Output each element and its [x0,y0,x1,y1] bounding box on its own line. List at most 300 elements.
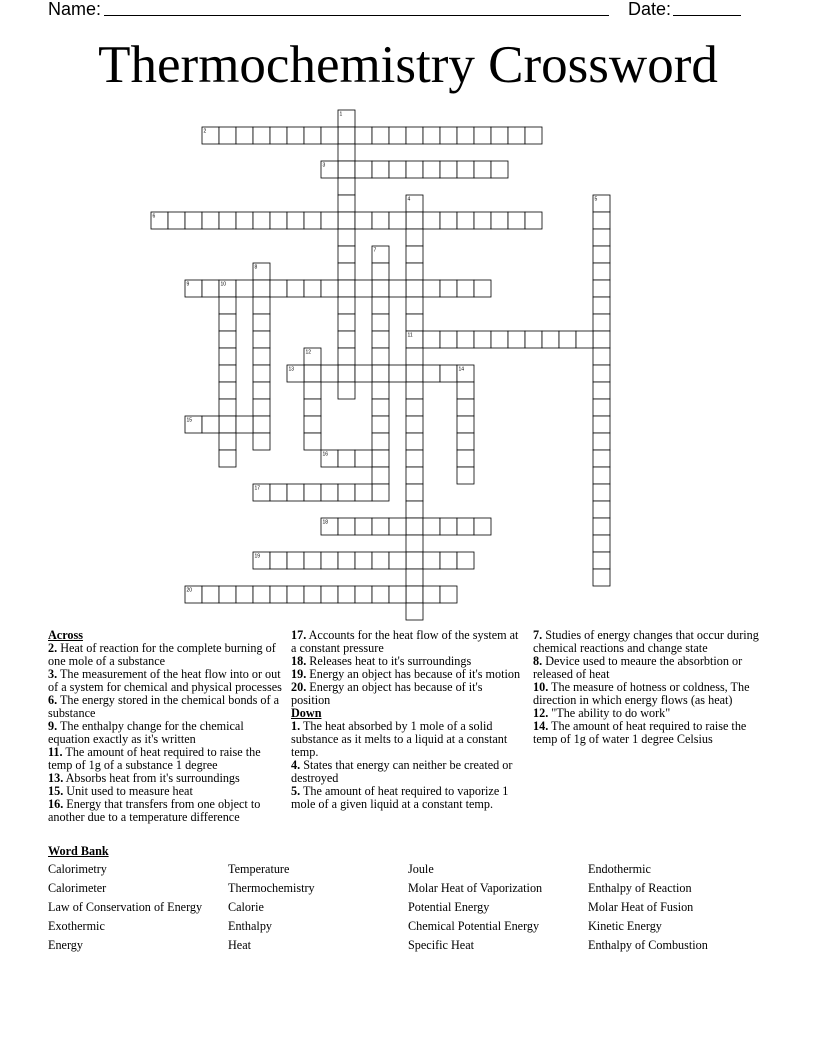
crossword-cell[interactable] [338,161,355,178]
name-label: Name: [48,0,102,19]
crossword-cell[interactable] [406,484,423,501]
word-bank-item: Endothermic [588,862,651,876]
clue-number: 7. [533,628,543,642]
crossword-cell[interactable] [338,178,355,195]
crossword-cell[interactable] [423,212,440,229]
word-bank-item: Kinetic Energy [588,919,662,933]
page-title: Thermochemistry Crossword [98,36,718,94]
crossword-cell[interactable] [423,365,440,382]
crossword-cell[interactable] [372,314,389,331]
word-bank-item: Chemical Potential Energy [408,919,540,933]
clue-number: 15. [48,784,64,798]
crossword-cell[interactable] [474,518,491,535]
crossword-cell[interactable] [457,450,474,467]
clue-number: 14. [533,719,549,733]
crossword-cell[interactable] [389,552,406,569]
crossword-cell[interactable] [457,127,474,144]
crossword-cell[interactable] [525,212,542,229]
crossword-cell[interactable] [457,467,474,484]
crossword-cell[interactable] [304,484,321,501]
crossword-cell[interactable] [593,382,610,399]
clue-number: 10. [533,680,549,694]
crossword-cell[interactable] [304,433,321,450]
crossword-cell[interactable] [457,399,474,416]
crossword-cell[interactable] [423,518,440,535]
crossword-cell[interactable] [253,212,270,229]
crossword-cell[interactable] [202,280,219,297]
crossword-cell[interactable] [525,127,542,144]
crossword-cell[interactable] [338,263,355,280]
crossword-cell[interactable] [372,348,389,365]
clue-number-18: 18 [322,519,329,526]
clue-item [291,681,523,707]
crossword-cell[interactable] [440,518,457,535]
crossword-cell[interactable] [593,501,610,518]
crossword-cell[interactable] [355,552,372,569]
clue-number-10: 10 [220,281,227,288]
clue-number: 4. [291,758,301,772]
crossword-cell[interactable] [491,127,508,144]
clue-number: 13. [48,771,64,785]
clue-text: Heat of reaction for the complete burning of one mole of a substance [48,641,276,668]
crossword-cell[interactable] [457,331,474,348]
clue-item [48,668,288,694]
crossword-cell[interactable] [406,229,423,246]
crossword-cell[interactable] [406,161,423,178]
clues-column-3 [533,629,773,746]
crossword-cell[interactable] [389,280,406,297]
crossword-cell[interactable] [440,365,457,382]
crossword-cell[interactable] [406,450,423,467]
clue-item [533,681,773,707]
crossword-cell[interactable] [202,416,219,433]
crossword-cell[interactable] [406,586,423,603]
crossword-cell[interactable] [593,518,610,535]
crossword-cell[interactable] [491,212,508,229]
crossword-cell[interactable] [508,212,525,229]
clue-number-5: 5 [594,196,598,203]
clue-item [48,694,288,720]
crossword-cell[interactable] [525,331,542,348]
crossword-cell[interactable] [372,331,389,348]
crossword-cell[interactable] [389,518,406,535]
crossword-cell[interactable] [593,552,610,569]
crossword-cell[interactable] [219,297,236,314]
crossword-cell[interactable] [423,161,440,178]
word-bank-item: Calorie [228,900,264,914]
crossword-cell[interactable] [593,331,610,348]
crossword-cell[interactable] [338,229,355,246]
crossword-cell[interactable] [372,263,389,280]
crossword-cell[interactable] [372,552,389,569]
crossword-cell[interactable] [321,212,338,229]
clue-number: 19. [291,667,307,681]
crossword-cell[interactable] [219,399,236,416]
crossword-cell[interactable] [593,246,610,263]
crossword-cell[interactable] [219,450,236,467]
crossword-cell[interactable] [304,280,321,297]
crossword-cell[interactable] [457,433,474,450]
crossword-cell[interactable] [423,586,440,603]
clue-text: The enthalpy change for the chemical equation exactly as it's written [48,719,244,746]
clue-item [48,746,288,772]
crossword-cell[interactable] [593,416,610,433]
crossword-cell[interactable] [168,212,185,229]
crossword-cell[interactable] [593,365,610,382]
clue-text: Energy that transfers from one object to another due to a temperature difference [48,797,261,824]
crossword-cell[interactable] [253,365,270,382]
crossword-cell[interactable] [338,246,355,263]
crossword-cell[interactable] [372,127,389,144]
crossword-cell[interactable] [338,280,355,297]
crossword-cell[interactable] [389,586,406,603]
crossword-cell[interactable] [406,297,423,314]
crossword-cell[interactable] [389,365,406,382]
crossword-cell[interactable] [253,348,270,365]
crossword-cell[interactable] [287,212,304,229]
clue-text: The measure of hotness or coldness, The direction in which energy flows (as heat) [533,680,750,707]
crossword-cell[interactable] [304,586,321,603]
clue-number: 11. [48,745,63,759]
crossword-cell[interactable] [338,518,355,535]
crossword-cell[interactable] [202,212,219,229]
crossword-cell[interactable] [236,280,253,297]
crossword-cell[interactable] [593,314,610,331]
crossword-cell[interactable] [593,450,610,467]
crossword-cell[interactable] [406,416,423,433]
crossword-cell[interactable] [355,127,372,144]
crossword-cell[interactable] [372,450,389,467]
crossword-cell[interactable] [406,280,423,297]
crossword-cell[interactable] [270,586,287,603]
crossword-cell[interactable] [219,314,236,331]
crossword-cell[interactable] [253,127,270,144]
crossword-cell[interactable] [593,280,610,297]
crossword-cell[interactable] [287,484,304,501]
across-heading: Across [48,628,83,642]
word-bank-title: Word Bank [48,844,109,858]
crossword-cell[interactable] [304,382,321,399]
date-label: Date: [628,0,672,19]
crossword-cell[interactable] [372,484,389,501]
crossword-cell[interactable] [593,569,610,586]
crossword-cell[interactable] [270,127,287,144]
crossword-cell[interactable] [270,280,287,297]
crossword-cell[interactable] [219,586,236,603]
crossword-cell[interactable] [423,280,440,297]
crossword-cell[interactable] [304,212,321,229]
crossword-cell[interactable] [474,212,491,229]
word-bank-item: Molar Heat of Fusion [588,900,694,914]
crossword-cell[interactable] [253,433,270,450]
crossword-cell[interactable] [372,297,389,314]
crossword-cell[interactable] [457,161,474,178]
crossword-cell[interactable] [253,416,270,433]
crossword-cell[interactable] [202,586,219,603]
crossword-cell[interactable] [219,365,236,382]
crossword-cell[interactable] [542,331,559,348]
clue-item [291,629,523,655]
crossword-cell[interactable] [304,552,321,569]
crossword-cell[interactable] [338,382,355,399]
crossword-cell[interactable] [406,399,423,416]
clue-number-7: 7 [373,247,377,254]
crossword-cell[interactable] [372,586,389,603]
crossword-cell[interactable] [423,127,440,144]
clue-item [48,642,288,668]
crossword-cell[interactable] [593,467,610,484]
word-bank-item: Calorimeter [48,881,107,895]
crossword-cell[interactable] [270,552,287,569]
crossword-cell[interactable] [406,535,423,552]
crossword-cell[interactable] [236,212,253,229]
clue-number-2: 2 [203,128,207,135]
crossword-cell[interactable] [372,280,389,297]
crossword-cell[interactable] [593,484,610,501]
crossword-cell[interactable] [372,416,389,433]
clue-text: States that energy can neither be created or destroyed [291,758,513,785]
clue-item [291,759,523,785]
clue-text: The amount of heat required to raise the temp of 1g of water 1 degree Celsius [533,719,747,746]
clue-number-16: 16 [322,451,329,458]
crossword-cell[interactable] [406,365,423,382]
crossword-cell[interactable] [440,280,457,297]
crossword-cell[interactable] [321,127,338,144]
crossword-cell[interactable] [593,263,610,280]
crossword-cell[interactable] [355,450,372,467]
crossword-cell[interactable] [270,212,287,229]
crossword-cell[interactable] [372,467,389,484]
clue-number: 17. [291,628,307,642]
clue-item [291,720,523,759]
clue-number-9: 9 [186,281,190,288]
word-bank-item: Enthalpy [228,919,273,933]
crossword-cell[interactable] [355,280,372,297]
clue-text: Studies of energy changes that occur during chemical reactions and change state [533,628,759,655]
crossword-cell[interactable] [236,127,253,144]
crossword-cell[interactable] [440,127,457,144]
crossword-cell[interactable] [372,212,389,229]
crossword-cell[interactable] [338,365,355,382]
crossword-cell[interactable] [287,280,304,297]
crossword-cell[interactable] [593,212,610,229]
crossword-cell[interactable] [219,331,236,348]
crossword-cell[interactable] [406,212,423,229]
crossword-cell[interactable] [389,161,406,178]
crossword-cell[interactable] [338,144,355,161]
crossword-cell[interactable] [338,450,355,467]
clue-number-1: 1 [339,111,343,118]
word-bank-item: Temperature [228,862,290,876]
crossword-cell[interactable] [355,365,372,382]
crossword-cell[interactable] [321,365,338,382]
clue-number-14: 14 [458,366,465,373]
crossword-cell[interactable] [287,552,304,569]
crossword-cell[interactable] [338,127,355,144]
crossword-cell[interactable] [253,280,270,297]
crossword-cell[interactable] [253,314,270,331]
clues-column-2 [291,629,523,811]
crossword-cell[interactable] [508,127,525,144]
crossword-cell[interactable] [338,586,355,603]
crossword-cell[interactable] [236,586,253,603]
crossword-cell[interactable] [219,127,236,144]
crossword-cell[interactable] [338,212,355,229]
crossword-cell[interactable] [355,518,372,535]
clue-number: 5. [291,784,301,798]
crossword-cell[interactable] [440,586,457,603]
clue-number: 8. [533,654,543,668]
crossword-cell[interactable] [304,127,321,144]
clue-item [533,629,773,655]
crossword-cell[interactable] [406,552,423,569]
crossword-cell[interactable] [423,331,440,348]
crossword-cell[interactable] [406,467,423,484]
clue-item [48,720,288,746]
crossword-cell[interactable] [406,314,423,331]
crossword-cell[interactable] [593,297,610,314]
crossword-cell[interactable] [440,212,457,229]
crossword-cell[interactable] [406,348,423,365]
crossword-cell[interactable] [287,127,304,144]
crossword-cell[interactable] [304,416,321,433]
crossword-cell[interactable] [406,569,423,586]
crossword-cell[interactable] [321,484,338,501]
crossword-cell[interactable] [355,212,372,229]
crossword-cell[interactable] [372,382,389,399]
crossword-cell[interactable] [406,433,423,450]
crossword-cell[interactable] [406,518,423,535]
clue-text: Unit used to measure heat [63,784,193,798]
crossword-cell[interactable] [474,280,491,297]
crossword-cell[interactable] [304,365,321,382]
crossword-cell[interactable] [593,229,610,246]
word-bank-item: Specific Heat [408,938,474,952]
crossword-cell[interactable] [338,552,355,569]
crossword-cell[interactable] [423,552,440,569]
crossword-cell[interactable] [338,297,355,314]
crossword-cell[interactable] [593,535,610,552]
crossword-cell[interactable] [389,212,406,229]
crossword-cell[interactable] [253,382,270,399]
clue-number-15: 15 [186,417,193,424]
crossword-cell[interactable] [406,501,423,518]
clue-number-13: 13 [288,366,295,373]
clue-text: Accounts for the heat flow of the system at a constant pressure [291,628,519,655]
crossword-cell[interactable] [219,348,236,365]
crossword-cell[interactable] [338,331,355,348]
clue-number-19: 19 [254,553,261,560]
crossword-cell[interactable] [185,212,202,229]
clue-number: 2. [48,641,58,655]
crossword-cell[interactable] [372,399,389,416]
crossword-cell[interactable] [593,433,610,450]
crossword-cell[interactable] [321,586,338,603]
clue-item [291,785,523,811]
word-bank-item: Enthalpy of Combustion [588,938,708,952]
crossword-cell[interactable] [321,552,338,569]
clue-number-8: 8 [254,264,258,271]
crossword-cell[interactable] [593,399,610,416]
clue-number-12: 12 [305,349,312,356]
crossword-cell[interactable] [253,297,270,314]
clue-number: 20. [291,680,307,694]
crossword-cell[interactable] [355,484,372,501]
word-bank-item: Potential Energy [408,900,490,914]
crossword-cell[interactable] [338,195,355,212]
crossword-cell[interactable] [338,484,355,501]
down-heading: Down [291,706,322,720]
crossword-cell[interactable] [253,331,270,348]
crossword-cell[interactable] [440,331,457,348]
crossword-cell[interactable] [440,552,457,569]
word-bank-item: Calorimetry [48,862,107,876]
crossword-cell[interactable] [372,365,389,382]
crossword-cell[interactable] [474,331,491,348]
clue-text: The heat absorbed by 1 mole of a solid substance as it melts to a liquid at a constant temp. [291,719,508,759]
crossword-cell[interactable] [491,161,508,178]
crossword-cell[interactable] [372,518,389,535]
crossword-cell[interactable] [355,161,372,178]
clue-text: Energy an object has because of it's motion [306,667,521,681]
crossword-cell[interactable] [457,552,474,569]
word-bank-item: Law of Conservation of Energy [48,900,203,914]
clue-number-11: 11 [407,332,413,339]
crossword-cell[interactable] [253,399,270,416]
crossword-cell[interactable] [219,212,236,229]
crossword-cell[interactable] [593,348,610,365]
crossword-cell[interactable] [457,212,474,229]
crossword-cell[interactable] [576,331,593,348]
crossword-cell[interactable] [236,416,253,433]
crossword-cell[interactable] [491,331,508,348]
crossword-cell[interactable] [219,433,236,450]
crossword-cell[interactable] [355,586,372,603]
crossword-cell[interactable] [457,518,474,535]
clue-number-6: 6 [152,213,156,220]
crossword-cell[interactable] [389,127,406,144]
crossword-cell[interactable] [508,331,525,348]
crossword-cell[interactable] [270,484,287,501]
crossword-cell[interactable] [406,382,423,399]
clue-number-20: 20 [186,587,193,594]
crossword-cell[interactable] [372,433,389,450]
crossword-cell[interactable] [457,382,474,399]
crossword-cell[interactable] [406,246,423,263]
crossword-cell[interactable] [457,280,474,297]
crossword-cell[interactable] [559,331,576,348]
clue-text: The amount of heat required to vaporize 1 mole of a given liquid at a constant temp. [291,784,509,811]
crossword-cell[interactable] [406,127,423,144]
word-bank-item: Energy [48,938,83,952]
crossword-cell[interactable] [457,416,474,433]
crossword-cell[interactable] [338,314,355,331]
crossword-cell[interactable] [321,280,338,297]
crossword-cell[interactable] [253,586,270,603]
crossword-cell[interactable] [304,399,321,416]
crossword-cell[interactable] [287,586,304,603]
crossword-cell[interactable] [474,161,491,178]
crossword-cell[interactable] [338,348,355,365]
crossword-cell[interactable] [219,382,236,399]
crossword-cell[interactable] [406,263,423,280]
crossword-cell[interactable] [372,161,389,178]
crossword-cell[interactable] [219,416,236,433]
crossword-cell[interactable] [406,603,423,620]
crossword-cell[interactable] [440,161,457,178]
clue-number: 18. [291,654,307,668]
crossword-cell[interactable] [474,127,491,144]
